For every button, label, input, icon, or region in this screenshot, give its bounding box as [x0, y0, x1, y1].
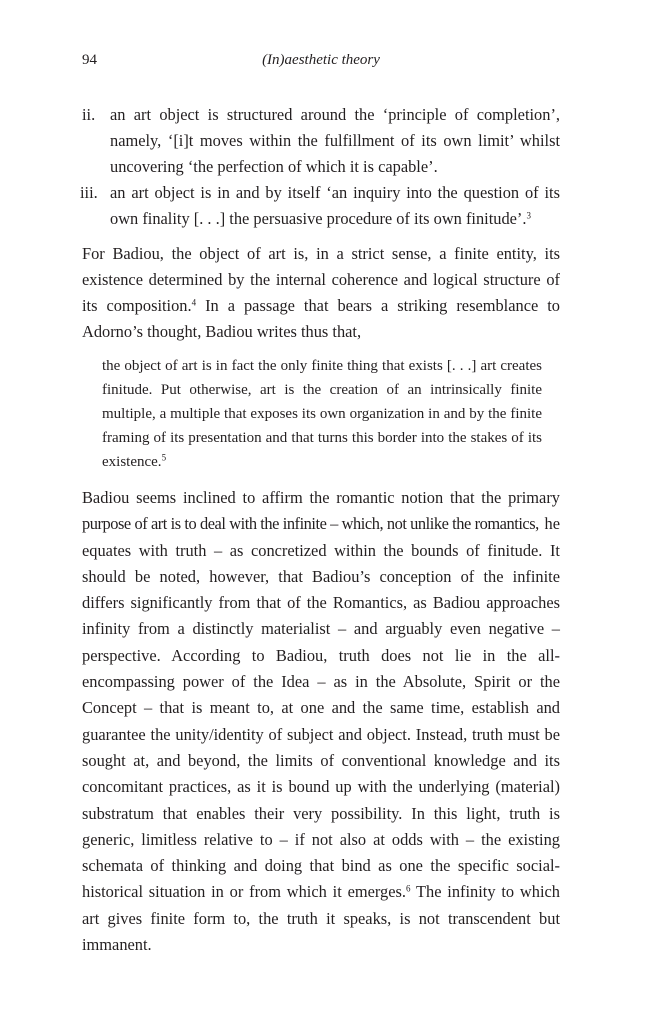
- footnote-ref: 5: [161, 452, 167, 463]
- numbered-list: [82, 102, 560, 232]
- list-item-text: an art object is in and by itself ‘an inquiry into the question of its own finality [. . .] the persuasive procedure of its own finitude’.: [110, 183, 560, 228]
- list-item: [82, 102, 560, 180]
- quote-text: the object of art is in fact the only finite thing that exists [. . .] art creates finitude. Put otherwise, art is the creation of an intrinsically finite multiple, a multiple that exposes its own organization in and by the finite framing of its presentation and that turns this border into the stakes of its existence.: [102, 358, 542, 470]
- footnote-ref: 4: [191, 297, 197, 308]
- paragraph-text: For Badiou, the object of art is, in a strict sense, a finite entity, its existence determined by the internal coherence and logical structure of its composition.: [82, 244, 560, 315]
- footnote-ref: 6: [405, 883, 411, 894]
- block-quote: [102, 354, 542, 474]
- paragraph-text: Badiou seems inclined to affirm the romantic notion that the primary: [82, 488, 560, 507]
- body-paragraph: [82, 485, 560, 958]
- running-title: (In)aesthetic theory: [262, 52, 380, 68]
- paragraph-text: In a passage that bears a striking resemblance to Adorno’s thought, Badiou writes thus that,: [82, 296, 560, 341]
- list-numeral: ii.: [82, 105, 96, 124]
- list-item-text: an art object is structured around the ‘principle of completion’, namely, ‘[i]t moves within the fulfillment of its own limit’ whilst uncovering ‘the perfection of which it is capable’.: [110, 105, 560, 176]
- page-header: [82, 52, 560, 74]
- paragraph-text: he equates with truth – as concretized within the bounds of finitude. It should be noted, however, that Badiou’s conception of the infinite differs significantly from that of the Romantics, as Badiou approaches infinity from a distinctly materialist – and arguably even negative – perspective. According to Badiou, truth does not lie in the all-encompassing power of the Idea – as in the Absolute, Spirit or the Concept – that is meant to, at one and the same time, establish and guarantee the unity/identity of subject and object. Instead, truth must be sought at, and beyond, the limits of conventional knowledge and its concomitant practices, as it is bound up with the underlying (material) substratum that enables their very possibility. In this light, truth is generic, limitless relative to – if not also at odds with – the existing schemata of thinking and doing that bind as one the specific social-historical situation in or from which it emerges.: [82, 514, 560, 902]
- list-numeral: iii.: [80, 183, 98, 202]
- body-paragraph: [82, 241, 560, 345]
- paragraph-text: The infinity to which art gives finite form to, the truth it speaks, is not transcendent but immanent.: [82, 882, 560, 955]
- paragraph-text: purpose of art is to deal with the infinite – which, not unlike the romantics,: [82, 514, 539, 534]
- footnote-ref: 3: [526, 210, 531, 221]
- page-number: 94: [82, 52, 97, 68]
- list-item: [82, 180, 560, 232]
